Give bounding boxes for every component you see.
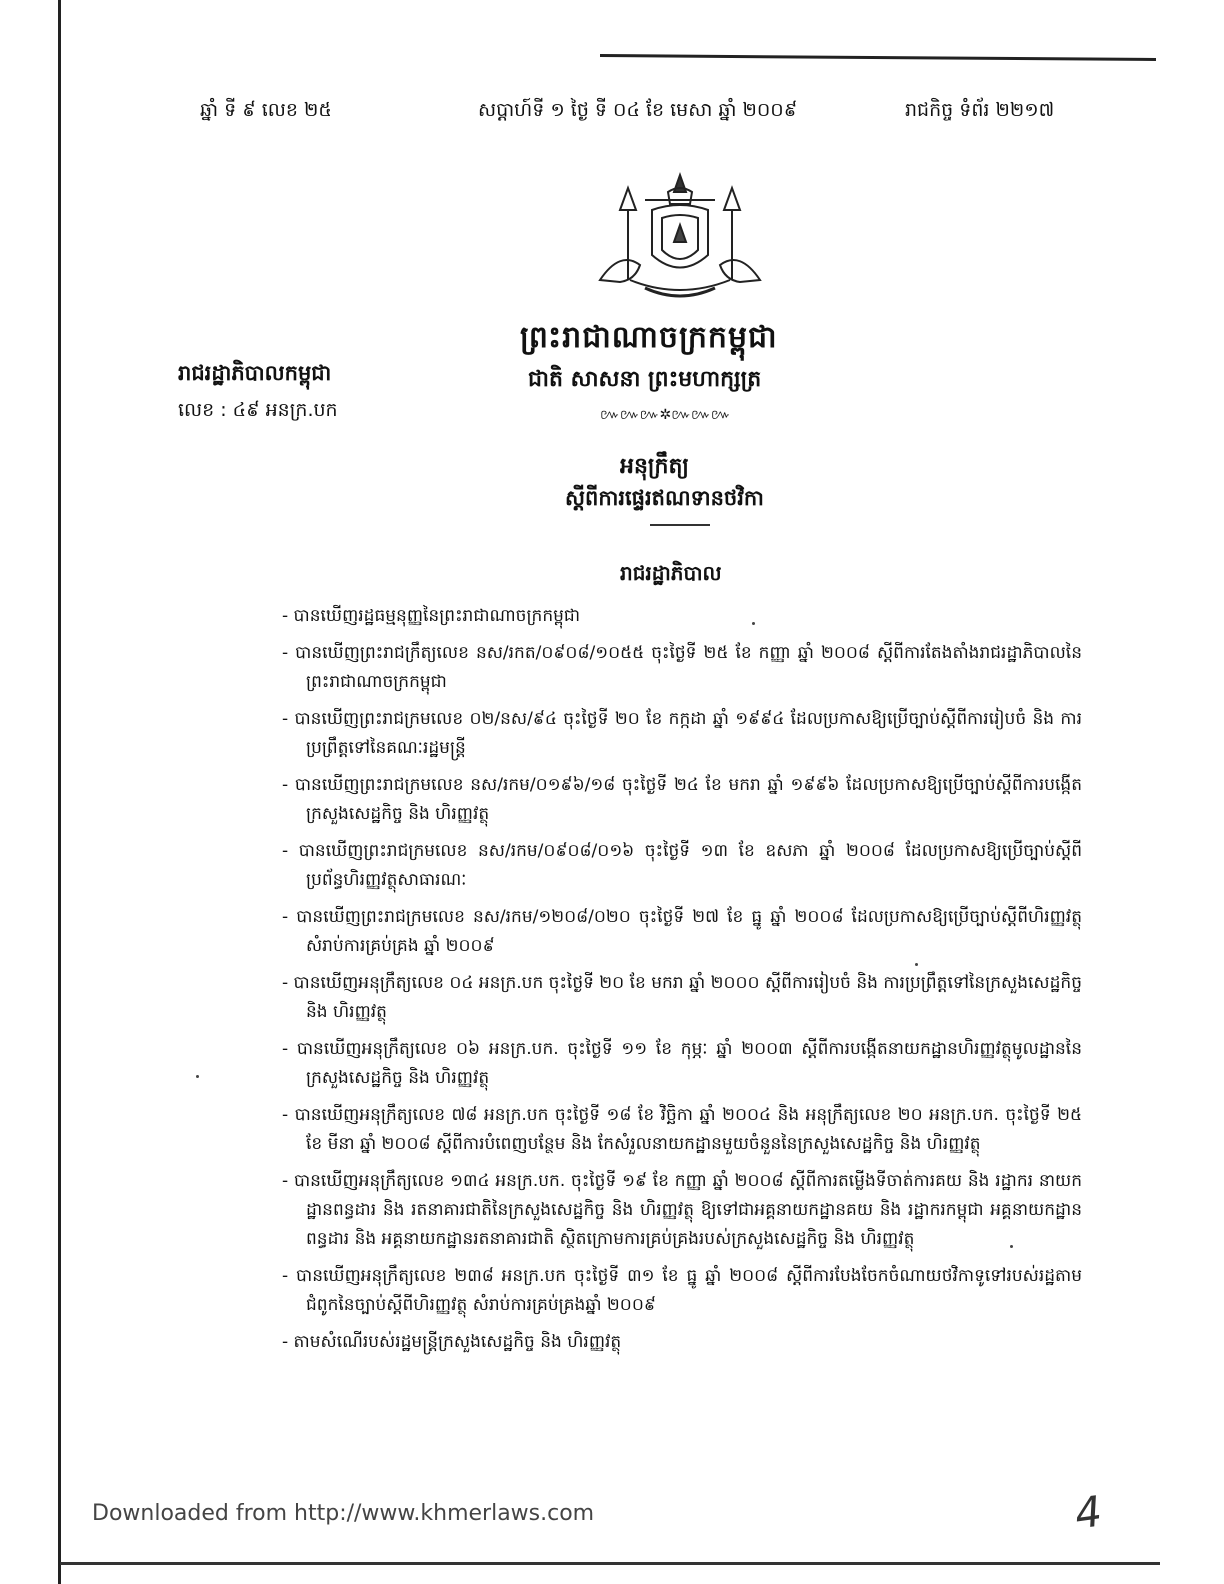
document-subject: ស្តីពីការផ្ទេរឥណទានថវិកា bbox=[565, 486, 764, 510]
gazette-page: រាជកិច្ច ទំព័រ ២២១៧ bbox=[905, 99, 1055, 121]
gazette-date: សប្តាហ៍ទី ១ ថ្ងៃ ទី ០៤ ខែ មេសា ឆ្នាំ ២០០៩ bbox=[478, 99, 798, 121]
list-item: - បានឃើញព្រះរាជក្រមលេខ នស/រកម/០៩០៨/០១៦ ចុះថ្ងៃទី ១៣ ខែ ឧសភា ឆ្នាំ ២០០៨ ដែលប្រកាសឱ្យប្រើច្បាប់ស្តីពីប្រព័ន្ធហិរញ្ញវត្ថុសាធារណៈ bbox=[282, 841, 1082, 890]
scan-speck bbox=[752, 622, 755, 625]
gazette-issue: ឆ្នាំ ទី ៩ លេខ ២៥ bbox=[200, 99, 332, 121]
scan-top-edge bbox=[600, 54, 1156, 61]
list-item: - បានឃើញអនុក្រឹត្យលេខ ២៣៨ អនក្រ.បក ចុះថ្ងៃទី ៣១ ខែ ធ្នូ ឆ្នាំ ២០០៨ ស្តីពីការបែងចែកចំណាយថវិកាទូទៅរបស់រដ្ឋតាមជំពូកនៃច្បាប់ស្តីពីហិរញ្ញវត្ថុ សំរាប់ការគ្រប់គ្រងឆ្នាំ ២០០៩ bbox=[282, 1266, 1082, 1315]
national-motto: ជាតិ សាសនា ព្រះមហាក្សត្រ bbox=[528, 367, 762, 392]
list-item: - បានឃើញរដ្ឋធម្មនុញ្ញនៃព្រះរាជាណាចក្រកម្ពុជា bbox=[282, 606, 581, 626]
handwritten-page-mark: 4 bbox=[1071, 1486, 1106, 1539]
issuer-name: រាជរដ្ឋាភិបាលកម្ពុជា bbox=[178, 361, 332, 385]
subject-divider bbox=[650, 524, 710, 526]
reference-label: លេខ bbox=[178, 399, 215, 421]
list-item: - បានឃើញអនុក្រឹត្យលេខ ០៤ អនក្រ.បក ចុះថ្ងៃទី ២០ ខែ មករា ឆ្នាំ ២០០០ ស្តីពីការរៀបចំ និង ការប្រព្រឹត្តទៅនៃក្រសួងសេដ្ឋកិច្ច និង ហិរញ្ញវត្ថុ bbox=[282, 973, 1082, 1022]
issuing-authority: រាជរដ្ឋាភិបាល bbox=[620, 561, 722, 585]
title-ornament: ៚៚៚✲៚៚៚ bbox=[600, 407, 731, 423]
scan-bottom-edge bbox=[60, 1562, 1160, 1565]
document-type: អនុក្រឹត្យ bbox=[620, 454, 689, 479]
list-item: - បានឃើញអនុក្រឹត្យលេខ ០៦ អនក្រ.បក. ចុះថ្ងៃទី ១១ ខែ កុម្ភៈ ឆ្នាំ ២០០៣ ស្តីពីការបង្កើតនាយកដ្ឋានហិរញ្ញវត្ថុមូលដ្ឋាននៃក្រសួងសេដ្ឋកិច្ច និង ហិរញ្ញវត្ថុ bbox=[282, 1039, 1082, 1088]
list-item: - បានឃើញអនុក្រឹត្យលេខ ៧៨ អនក្រ.បក ចុះថ្ងៃទី ១៨ ខែ វិច្ឆិកា ឆ្នាំ ២០០៤ និង អនុក្រឹត្យលេខ ២០ អនក្រ.បក. ចុះថ្ងៃទី ២៥ ខែ មីនា ឆ្នាំ ២០០៨ ស្តីពីការបំពេញបន្ថែម និង កែសំរួលនាយកដ្ឋានមួយចំនួននៃក្រសួងសេដ្ឋកិច្ច និង ហិរញ្ញវត្ថុ bbox=[282, 1105, 1082, 1154]
reference-value: : ៤៩ អនក្រ.បក bbox=[220, 399, 338, 421]
kingdom-title: ព្រះរាជាណាចក្រកម្ពុជា bbox=[520, 320, 778, 355]
scan-speck bbox=[915, 963, 918, 966]
list-item: - បានឃើញព្រះរាជក្រមលេខ ០២/នស/៩៤ ចុះថ្ងៃទី ២០ ខែ កក្កដា ឆ្នាំ ១៩៩៤ ដែលប្រកាសឱ្យប្រើច្បាប់ស្តីពីការរៀបចំ និង ការប្រព្រឹត្តទៅនៃគណៈរដ្ឋមន្ត្រី bbox=[282, 709, 1082, 758]
scan-speck bbox=[1010, 1245, 1013, 1248]
list-item: - បានឃើញព្រះរាជក្រមលេខ នស/រកម/១២០៨/០២០ ចុះថ្ងៃទី ២៧ ខែ ធ្នូ ឆ្នាំ ២០០៨ ដែលប្រកាសឱ្យប្រើច្បាប់ស្តីពីហិរញ្ញវត្ថុសំរាប់ការគ្រប់គ្រង ឆ្នាំ ២០០៩ bbox=[282, 907, 1082, 956]
scan-speck bbox=[196, 1075, 199, 1078]
list-item: - តាមសំណើរបស់រដ្ឋមន្ត្រីក្រសួងសេដ្ឋកិច្ច និង ហិរញ្ញវត្ថុ bbox=[282, 1332, 622, 1352]
list-item: - បានឃើញព្រះរាជក្រឹត្យលេខ នស/រកត/០៩០៨/១០៥៥ ចុះថ្ងៃទី ២៥ ខែ កញ្ញា ឆ្នាំ ២០០៨ ស្តីពីការតែងតាំងរាជរដ្ឋាភិបាលនៃព្រះរាជាណាចក្រកម្ពុជា bbox=[282, 643, 1082, 692]
list-item: - បានឃើញព្រះរាជក្រមលេខ នស/រកម/០១៩៦/១៨ ចុះថ្ងៃទី ២៤ ខែ មករា ឆ្នាំ ១៩៩៦ ដែលប្រកាសឱ្យប្រើច្បាប់ស្តីពីការបង្កើតក្រសួងសេដ្ឋកិច្ច និង ហិរញ្ញវត្ថុ bbox=[282, 775, 1082, 824]
reference-number bbox=[178, 398, 338, 426]
download-source-footer: Downloaded from http://www.khmerlaws.com bbox=[92, 1501, 595, 1526]
legal-basis-list bbox=[282, 602, 1082, 1365]
scan-left-edge bbox=[58, 0, 61, 1584]
list-item: - បានឃើញអនុក្រឹត្យលេខ ១៣៤ អនក្រ.បក. ចុះថ្ងៃទី ១៩ ខែ កញ្ញា ឆ្នាំ ២០០៨ ស្តីពីការតម្លើងទីចាត់ការគយ និង រដ្ឋាករ នាយកដ្ឋានពន្ធដារ និង រតនាគារជាតិនៃក្រសួងសេដ្ឋកិច្ច និង ហិរញ្ញវត្ថុ ឱ្យទៅជាអគ្គនាយកដ្ឋានគយ និង រដ្ឋាករកម្ពុជា អគ្គនាយកដ្ឋានពន្ធដារ និង អគ្គនាយកដ្ឋានរតនាគារជាតិ ស្ថិតក្រោមការគ្រប់គ្រងរបស់ក្រសួងសេដ្ឋកិច្ច និង ហិរញ្ញវត្ថុ bbox=[282, 1171, 1082, 1249]
royal-coat-of-arms-icon bbox=[590, 170, 770, 305]
